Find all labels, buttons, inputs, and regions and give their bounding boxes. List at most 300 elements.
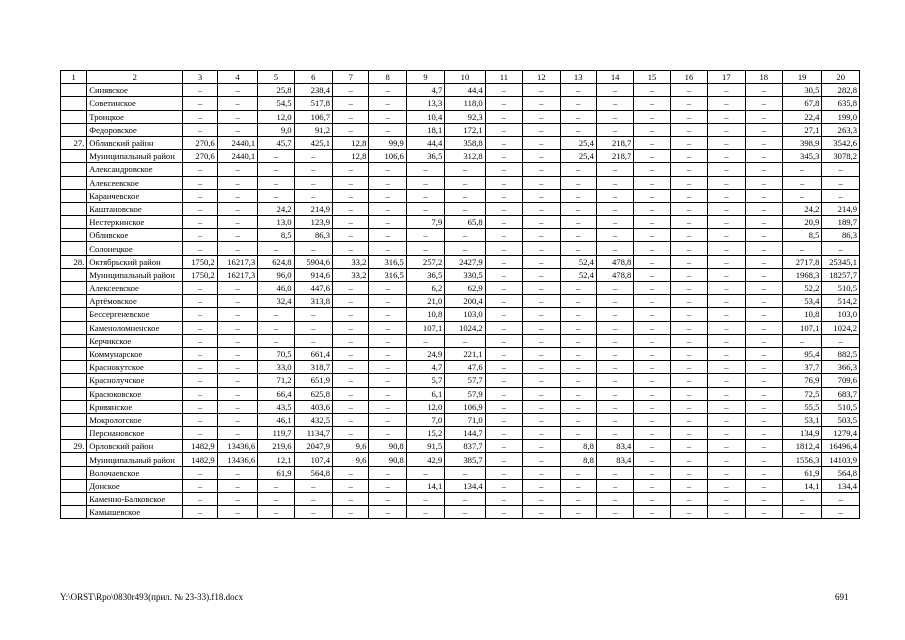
value-cell: – xyxy=(485,84,522,97)
value-cell: – xyxy=(369,84,406,97)
value-cell: – xyxy=(294,163,332,176)
value-cell: – xyxy=(333,295,369,308)
value-cell: – xyxy=(745,479,782,492)
value-cell: 10,8 xyxy=(406,308,444,321)
value-cell: – xyxy=(217,295,257,308)
value-cell: 398,9 xyxy=(782,136,821,149)
value-cell: – xyxy=(183,321,217,334)
settlement-name-cell: Муниципальный район xyxy=(87,268,183,281)
value-cell: – xyxy=(258,479,294,492)
value-cell: – xyxy=(745,334,782,347)
value-cell: 86,3 xyxy=(294,229,332,242)
value-cell: – xyxy=(294,189,332,202)
value-cell: – xyxy=(183,479,217,492)
value-cell: 2717,8 xyxy=(782,255,821,268)
value-cell: – xyxy=(445,229,485,242)
value-cell: – xyxy=(560,466,596,479)
value-cell: – xyxy=(670,97,707,110)
value-cell: 510,5 xyxy=(822,282,860,295)
value-cell: – xyxy=(217,361,257,374)
value-cell: 312,8 xyxy=(445,150,485,163)
value-cell: – xyxy=(485,479,522,492)
value-cell: 9,6 xyxy=(333,440,369,453)
value-cell: – xyxy=(634,413,670,426)
column-number-header: 14 xyxy=(596,71,633,84)
value-cell: – xyxy=(670,176,707,189)
value-cell: – xyxy=(485,295,522,308)
value-cell: – xyxy=(634,493,670,506)
column-number-header: 8 xyxy=(369,71,406,84)
value-cell: – xyxy=(183,427,217,440)
value-cell: 91,2 xyxy=(294,123,332,136)
value-cell: – xyxy=(485,321,522,334)
value-cell: – xyxy=(745,453,782,466)
value-cell: – xyxy=(445,202,485,215)
value-cell: – xyxy=(369,506,406,519)
value-cell: 118,0 xyxy=(445,97,485,110)
value-cell: 27,1 xyxy=(782,123,821,136)
value-cell: 62,9 xyxy=(445,282,485,295)
value-cell: – xyxy=(183,361,217,374)
value-cell: 123,9 xyxy=(294,216,332,229)
value-cell: – xyxy=(708,453,745,466)
value-cell: – xyxy=(217,84,257,97)
value-cell: – xyxy=(634,136,670,149)
value-cell: – xyxy=(523,400,560,413)
value-cell: – xyxy=(217,176,257,189)
value-cell: – xyxy=(183,295,217,308)
value-cell: 7,9 xyxy=(406,216,444,229)
value-cell: – xyxy=(523,123,560,136)
value-cell: 5904,6 xyxy=(294,255,332,268)
value-cell: – xyxy=(670,321,707,334)
value-cell: – xyxy=(217,308,257,321)
value-cell: – xyxy=(745,242,782,255)
value-cell: – xyxy=(406,176,444,189)
column-number-header: 4 xyxy=(217,71,257,84)
value-cell: – xyxy=(333,479,369,492)
value-cell: – xyxy=(485,506,522,519)
row-number-cell xyxy=(61,387,87,400)
value-cell: 46,1 xyxy=(258,413,294,426)
value-cell: – xyxy=(523,176,560,189)
value-cell: – xyxy=(634,110,670,123)
value-cell: – xyxy=(560,242,596,255)
value-cell: – xyxy=(445,506,485,519)
value-cell: – xyxy=(217,282,257,295)
value-cell: – xyxy=(523,334,560,347)
value-cell: – xyxy=(670,427,707,440)
value-cell: – xyxy=(670,202,707,215)
value-cell: – xyxy=(217,493,257,506)
value-cell: – xyxy=(596,176,633,189)
value-cell: – xyxy=(369,176,406,189)
table-row xyxy=(61,110,860,123)
value-cell: – xyxy=(560,374,596,387)
table-header-row xyxy=(61,71,860,84)
value-cell: – xyxy=(523,413,560,426)
settlement-name-cell: Александровское xyxy=(87,163,183,176)
value-cell: – xyxy=(406,189,444,202)
value-cell: 683,7 xyxy=(822,387,860,400)
value-cell: – xyxy=(333,189,369,202)
value-cell: – xyxy=(485,150,522,163)
value-cell: 71,0 xyxy=(445,413,485,426)
value-cell: – xyxy=(596,295,633,308)
row-number-cell xyxy=(61,150,87,163)
value-cell: – xyxy=(708,374,745,387)
value-cell: 25345,1 xyxy=(822,255,860,268)
settlement-name-cell: Нестеркинское xyxy=(87,216,183,229)
value-cell: – xyxy=(183,374,217,387)
value-cell: 76,9 xyxy=(782,374,821,387)
value-cell: 71,2 xyxy=(258,374,294,387)
value-cell: – xyxy=(708,295,745,308)
value-cell: – xyxy=(634,400,670,413)
value-cell: – xyxy=(560,176,596,189)
table-row xyxy=(61,440,860,453)
settlement-name-cell: Троицкое xyxy=(87,110,183,123)
value-cell: – xyxy=(634,84,670,97)
column-number-header: 12 xyxy=(523,71,560,84)
value-cell: – xyxy=(745,427,782,440)
row-number-cell xyxy=(61,110,87,123)
value-cell: – xyxy=(670,493,707,506)
value-cell: – xyxy=(745,255,782,268)
settlement-name-cell: Октябрьский район xyxy=(87,255,183,268)
table-row xyxy=(61,479,860,492)
value-cell: 57,7 xyxy=(445,374,485,387)
value-cell: – xyxy=(782,493,821,506)
table-row xyxy=(61,282,860,295)
value-cell: – xyxy=(369,387,406,400)
settlement-name-cell: Муниципальный район xyxy=(87,453,183,466)
value-cell: – xyxy=(523,268,560,281)
settlement-name-cell: Волочаевское xyxy=(87,466,183,479)
value-cell: 2440,1 xyxy=(217,150,257,163)
value-cell: – xyxy=(634,466,670,479)
value-cell: – xyxy=(183,466,217,479)
value-cell: – xyxy=(708,479,745,492)
value-cell: – xyxy=(670,400,707,413)
row-number-cell xyxy=(61,176,87,189)
value-cell: 199,0 xyxy=(822,110,860,123)
value-cell: – xyxy=(217,413,257,426)
value-cell: – xyxy=(183,387,217,400)
value-cell: – xyxy=(333,110,369,123)
value-cell: – xyxy=(708,321,745,334)
value-cell: 86,3 xyxy=(822,229,860,242)
settlement-name-cell: Коммунарское xyxy=(87,347,183,360)
row-number-cell xyxy=(61,334,87,347)
table-row xyxy=(61,97,860,110)
value-cell: – xyxy=(523,427,560,440)
settlement-name-cell: Донское xyxy=(87,479,183,492)
value-cell: 99,9 xyxy=(369,136,406,149)
value-cell: – xyxy=(745,374,782,387)
value-cell: – xyxy=(333,493,369,506)
value-cell: – xyxy=(708,413,745,426)
value-cell: – xyxy=(670,466,707,479)
row-number-cell xyxy=(61,308,87,321)
table-row xyxy=(61,84,860,97)
table-row xyxy=(61,453,860,466)
value-cell: – xyxy=(560,427,596,440)
value-cell: – xyxy=(183,202,217,215)
value-cell: – xyxy=(745,150,782,163)
value-cell: 1750,2 xyxy=(183,255,217,268)
value-cell: 25,4 xyxy=(560,150,596,163)
value-cell: – xyxy=(258,506,294,519)
value-cell: – xyxy=(485,413,522,426)
value-cell: – xyxy=(445,176,485,189)
column-number-header: 9 xyxy=(406,71,444,84)
value-cell: 103,0 xyxy=(822,308,860,321)
value-cell: – xyxy=(634,123,670,136)
value-cell: – xyxy=(333,374,369,387)
value-cell: – xyxy=(634,334,670,347)
table-row xyxy=(61,150,860,163)
table-row xyxy=(61,123,860,136)
value-cell: – xyxy=(560,216,596,229)
value-cell: – xyxy=(217,321,257,334)
value-cell: – xyxy=(369,229,406,242)
value-cell: – xyxy=(634,163,670,176)
value-cell: 83,4 xyxy=(596,453,633,466)
settlement-name-cell: Камышевское xyxy=(87,506,183,519)
value-cell: – xyxy=(560,347,596,360)
settlement-name-cell: Кривянское xyxy=(87,400,183,413)
value-cell: – xyxy=(708,176,745,189)
value-cell: – xyxy=(183,334,217,347)
value-cell: – xyxy=(333,242,369,255)
value-cell: – xyxy=(708,506,745,519)
settlement-name-cell: Советинское xyxy=(87,97,183,110)
value-cell: – xyxy=(745,400,782,413)
value-cell: 24,2 xyxy=(782,202,821,215)
value-cell: 44,4 xyxy=(406,136,444,149)
value-cell: 1279,4 xyxy=(822,427,860,440)
value-cell: – xyxy=(258,493,294,506)
value-cell: – xyxy=(369,282,406,295)
value-cell: – xyxy=(634,374,670,387)
value-cell: – xyxy=(596,374,633,387)
value-cell: 37,7 xyxy=(782,361,821,374)
value-cell: – xyxy=(560,110,596,123)
value-cell: 219,6 xyxy=(258,440,294,453)
value-cell: 13436,6 xyxy=(217,453,257,466)
column-number-header: 18 xyxy=(745,71,782,84)
value-cell: – xyxy=(596,84,633,97)
settlement-name-cell: Краснокутское xyxy=(87,361,183,374)
value-cell: – xyxy=(333,347,369,360)
settlement-name-cell: Каменно-Балковское xyxy=(87,493,183,506)
value-cell: – xyxy=(670,479,707,492)
row-number-cell xyxy=(61,84,87,97)
value-cell: 134,4 xyxy=(445,479,485,492)
value-cell: 52,4 xyxy=(560,255,596,268)
value-cell: – xyxy=(634,506,670,519)
value-cell: 189,7 xyxy=(822,216,860,229)
value-cell: – xyxy=(634,347,670,360)
value-cell: – xyxy=(217,374,257,387)
value-cell: 635,8 xyxy=(822,97,860,110)
row-number-cell xyxy=(61,216,87,229)
value-cell: – xyxy=(822,334,860,347)
value-cell: 564,8 xyxy=(822,466,860,479)
value-cell: – xyxy=(745,110,782,123)
value-cell: 107,1 xyxy=(782,321,821,334)
row-number-cell xyxy=(61,413,87,426)
table-row xyxy=(61,229,860,242)
value-cell: 318,7 xyxy=(294,361,332,374)
value-cell: 661,4 xyxy=(294,347,332,360)
value-cell: – xyxy=(560,202,596,215)
value-cell: – xyxy=(596,506,633,519)
value-cell: 46,0 xyxy=(258,282,294,295)
value-cell: – xyxy=(596,97,633,110)
value-cell: 651,9 xyxy=(294,374,332,387)
column-number-header: 1 xyxy=(61,71,87,84)
value-cell: – xyxy=(406,242,444,255)
column-number-header: 2 xyxy=(87,71,183,84)
value-cell: – xyxy=(485,282,522,295)
value-cell: 270,6 xyxy=(183,150,217,163)
value-cell: – xyxy=(523,387,560,400)
value-cell: – xyxy=(634,361,670,374)
value-cell: – xyxy=(485,361,522,374)
value-cell: – xyxy=(745,97,782,110)
value-cell: 282,8 xyxy=(822,84,860,97)
value-cell: – xyxy=(670,387,707,400)
settlement-name-cell: Федоровское xyxy=(87,123,183,136)
value-cell: – xyxy=(670,282,707,295)
value-cell: – xyxy=(670,347,707,360)
value-cell: 478,8 xyxy=(596,255,633,268)
value-cell: – xyxy=(258,242,294,255)
value-cell: 3542,6 xyxy=(822,136,860,149)
value-cell: – xyxy=(217,347,257,360)
row-number-cell xyxy=(61,282,87,295)
row-number-cell xyxy=(61,453,87,466)
row-number-cell xyxy=(61,347,87,360)
value-cell: – xyxy=(333,334,369,347)
value-cell: – xyxy=(745,229,782,242)
value-cell: 24,2 xyxy=(258,202,294,215)
value-cell: 12,0 xyxy=(406,400,444,413)
value-cell: – xyxy=(369,97,406,110)
value-cell: – xyxy=(560,479,596,492)
value-cell: 25,8 xyxy=(258,84,294,97)
value-cell: – xyxy=(217,427,257,440)
value-cell: – xyxy=(708,466,745,479)
value-cell: 503,5 xyxy=(822,413,860,426)
value-cell: 53,4 xyxy=(782,295,821,308)
value-cell: – xyxy=(523,361,560,374)
value-cell: 96,0 xyxy=(258,268,294,281)
settlement-name-cell: Керчикское xyxy=(87,334,183,347)
value-cell: 95,4 xyxy=(782,347,821,360)
settlement-name-cell: Артёмовское xyxy=(87,295,183,308)
value-cell: – xyxy=(708,97,745,110)
value-cell: – xyxy=(745,347,782,360)
table-row xyxy=(61,136,860,149)
value-cell: 882,5 xyxy=(822,347,860,360)
value-cell: – xyxy=(634,321,670,334)
value-cell: – xyxy=(560,189,596,202)
value-cell: – xyxy=(596,479,633,492)
value-cell: – xyxy=(708,110,745,123)
value-cell: – xyxy=(782,189,821,202)
value-cell: 55,5 xyxy=(782,400,821,413)
value-cell: – xyxy=(485,202,522,215)
column-number-header: 17 xyxy=(708,71,745,84)
value-cell: 624,8 xyxy=(258,255,294,268)
value-cell: 25,4 xyxy=(560,136,596,149)
value-cell: 70,5 xyxy=(258,347,294,360)
value-cell: – xyxy=(485,493,522,506)
value-cell: 33,0 xyxy=(258,361,294,374)
settlement-name-cell: Краснолучское xyxy=(87,374,183,387)
value-cell: 90,8 xyxy=(369,453,406,466)
value-cell: – xyxy=(523,255,560,268)
value-cell: – xyxy=(369,479,406,492)
value-cell: – xyxy=(634,176,670,189)
row-number-cell xyxy=(61,189,87,202)
table-row xyxy=(61,361,860,374)
column-number-header: 5 xyxy=(258,71,294,84)
value-cell: – xyxy=(523,136,560,149)
value-cell: – xyxy=(183,176,217,189)
value-cell: 12,8 xyxy=(333,150,369,163)
value-cell: 36,5 xyxy=(406,150,444,163)
column-number-header: 19 xyxy=(782,71,821,84)
value-cell: – xyxy=(406,334,444,347)
value-cell: 44,4 xyxy=(445,84,485,97)
value-cell: – xyxy=(670,110,707,123)
value-cell: – xyxy=(634,97,670,110)
value-cell: 214,9 xyxy=(822,202,860,215)
value-cell: – xyxy=(670,163,707,176)
value-cell: – xyxy=(485,387,522,400)
value-cell: 432,5 xyxy=(294,413,332,426)
value-cell: – xyxy=(745,84,782,97)
settlement-name-cell: Обливский район xyxy=(87,136,183,149)
table-row xyxy=(61,466,860,479)
value-cell: – xyxy=(333,176,369,189)
table-row xyxy=(61,216,860,229)
value-cell: – xyxy=(485,268,522,281)
row-number-cell xyxy=(61,295,87,308)
value-cell: – xyxy=(523,321,560,334)
table-row xyxy=(61,163,860,176)
value-cell: – xyxy=(822,506,860,519)
value-cell: – xyxy=(485,440,522,453)
value-cell: – xyxy=(333,282,369,295)
value-cell: 263,3 xyxy=(822,123,860,136)
value-cell: 144,7 xyxy=(445,427,485,440)
value-cell: – xyxy=(217,400,257,413)
value-cell: – xyxy=(217,387,257,400)
value-cell: – xyxy=(634,479,670,492)
value-cell: – xyxy=(485,374,522,387)
value-cell: – xyxy=(183,308,217,321)
settlement-name-cell: Бессергеневское xyxy=(87,308,183,321)
table-row xyxy=(61,242,860,255)
value-cell: 106,9 xyxy=(445,400,485,413)
row-number-cell xyxy=(61,427,87,440)
value-cell: – xyxy=(708,427,745,440)
